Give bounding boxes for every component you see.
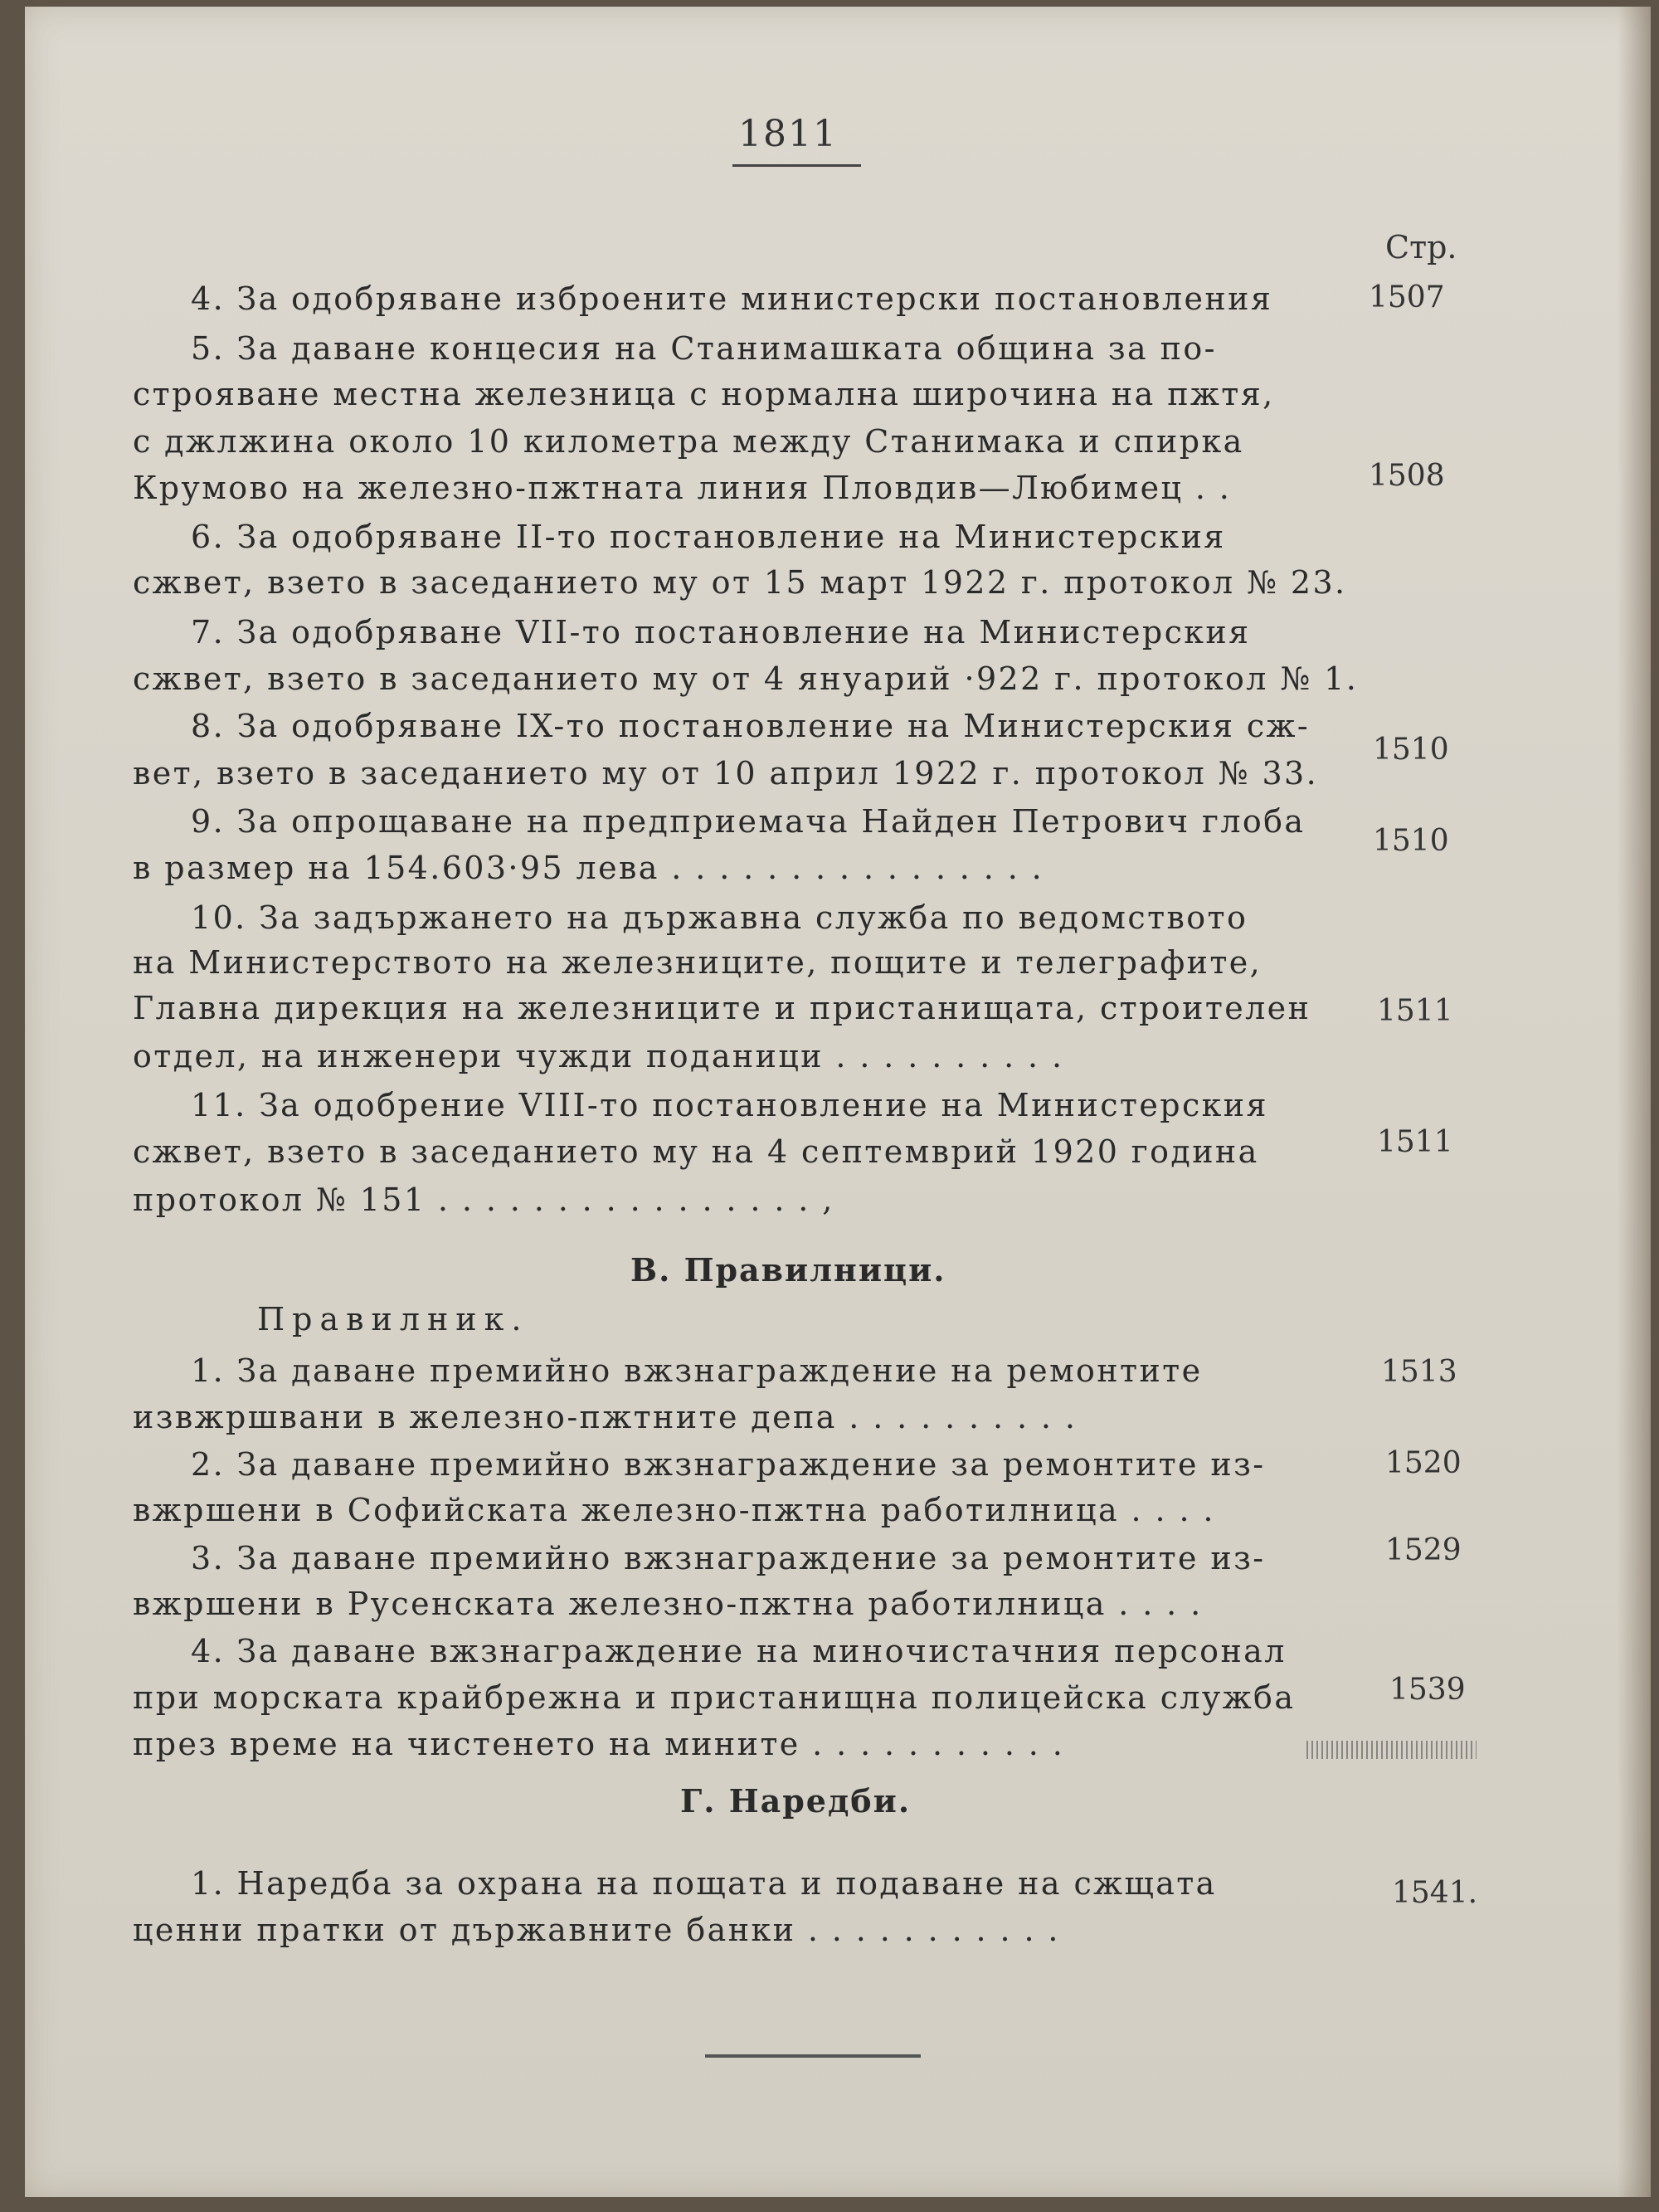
entry-page-number: 1510 [1373, 824, 1449, 858]
entry-line: Главна дирекция на железниците и пристанищата, строителен [133, 990, 1311, 1026]
entry-page-number: 1511 [1377, 1125, 1453, 1159]
entry-line: 4. За даване вжзнаграждение на миночистачния персонал [191, 1633, 1287, 1669]
entry-line: сжвет, взето в заседанието му от 4 януарий ·922 г. протокол № 1. [133, 660, 1359, 697]
entry-page-number: 1508 [1369, 459, 1445, 493]
entry-line: сжвет, взето в заседанието му от 15 март 1922 г. протокол № 23. [133, 564, 1347, 601]
entry-line: 3. За даване премийно вжзнаграждение за ремонтите из- [191, 1540, 1266, 1576]
page-number: 1811 [738, 113, 838, 155]
entry-line: при морската крайбрежна и пристанищна полицейска служба [133, 1679, 1296, 1716]
ink-smudge [1306, 1741, 1477, 1759]
section-subheading: Правилник. [257, 1301, 529, 1337]
entry-line: отдел, на инженери чужди поданици . . . . . . . . . . [133, 1038, 1064, 1074]
entry-page-number: 1507 [1369, 280, 1445, 314]
entry-line: протокол № 151 . . . . . . . . . . . . . . . . , [133, 1182, 834, 1218]
document-page [25, 7, 1651, 2197]
entry-line: извжршвани в железно-пжтните депа . . . . . . . . . . [133, 1399, 1078, 1435]
entry-line: вжршени в Софийската железно-пжтна работилница . . . . [133, 1492, 1215, 1528]
entry-line: 8. За одобряване IX-то постановление на Министерския сж- [191, 708, 1311, 744]
entry-line: ценни пратки от държавните банки . . . . . . . . . . . [133, 1912, 1060, 1948]
entry-page-number: 1510 [1373, 733, 1449, 767]
entry-line: 1. За даване премийно вжзнаграждение на ремонтите [191, 1352, 1203, 1389]
entry-line: 1. Наредба за охрана на пощата и подаване на сжщата [191, 1865, 1217, 1902]
entry-line: в размер на 154.603·95 лева . . . . . . . . . . . . . . . . [133, 850, 1044, 886]
entry-line: вет, взето в заседанието му от 10 април 1922 г. протокол № 33. [133, 755, 1319, 792]
entry-line: 10. За задържането на държавна служба по ведомството [191, 899, 1248, 936]
closing-rule [705, 2054, 921, 2058]
entry-page-number: 1513 [1381, 1355, 1457, 1389]
entry-line: 5. За даване концесия на Станимашката община за по- [191, 330, 1217, 367]
page-column-header: Стр. [1385, 229, 1457, 266]
entry-page-number: 1541. [1392, 1876, 1478, 1910]
entry-line: сжвет, взето в заседанието му на 4 септемврий 1920 година [133, 1133, 1259, 1170]
page-edge-shadow [1618, 7, 1651, 2197]
entry-line: 4. За одобряване изброените министерски постановления [191, 280, 1273, 317]
section-heading-rules: В. Правилници. [630, 1251, 946, 1289]
entry-line: на Министерството на железниците, пощите и телеграфите, [133, 944, 1262, 981]
entry-line: 6. За одобряване II-то постановление на Министерския [191, 519, 1226, 555]
entry-line: през време на чистенето на мините . . . . . . . . . . . [133, 1726, 1065, 1762]
section-heading-ordinances: Г. Наредби. [680, 1782, 912, 1820]
entry-page-number: 1520 [1385, 1446, 1462, 1480]
entry-line: 7. За одобряване VII-то постановление на Министерския [191, 614, 1251, 650]
entry-page-number: 1529 [1385, 1533, 1462, 1567]
entry-line: вжршени в Русенската железно-пжтна работилница . . . . [133, 1586, 1203, 1622]
entry-line: 9. За опрощаване на предприемача Найден Петрович глоба [191, 803, 1306, 840]
entry-line: 2. За даване премийно вжзнаграждение за ремонтите из- [191, 1446, 1266, 1483]
page-number-underline [732, 164, 861, 167]
entry-line: Крумово на железно-пжтната линия Пловдив—Любимец . . [133, 470, 1232, 506]
entry-line: 11. За одобрение VIII-то постановление на Министерския [191, 1087, 1268, 1123]
entry-line: с джлжина около 10 километра между Станимака и спирка [133, 423, 1244, 460]
entry-page-number: 1539 [1389, 1673, 1466, 1707]
entry-page-number: 1511 [1377, 994, 1453, 1028]
entry-line: строяване местна железница с нормална широчина на пжтя, [133, 376, 1275, 412]
